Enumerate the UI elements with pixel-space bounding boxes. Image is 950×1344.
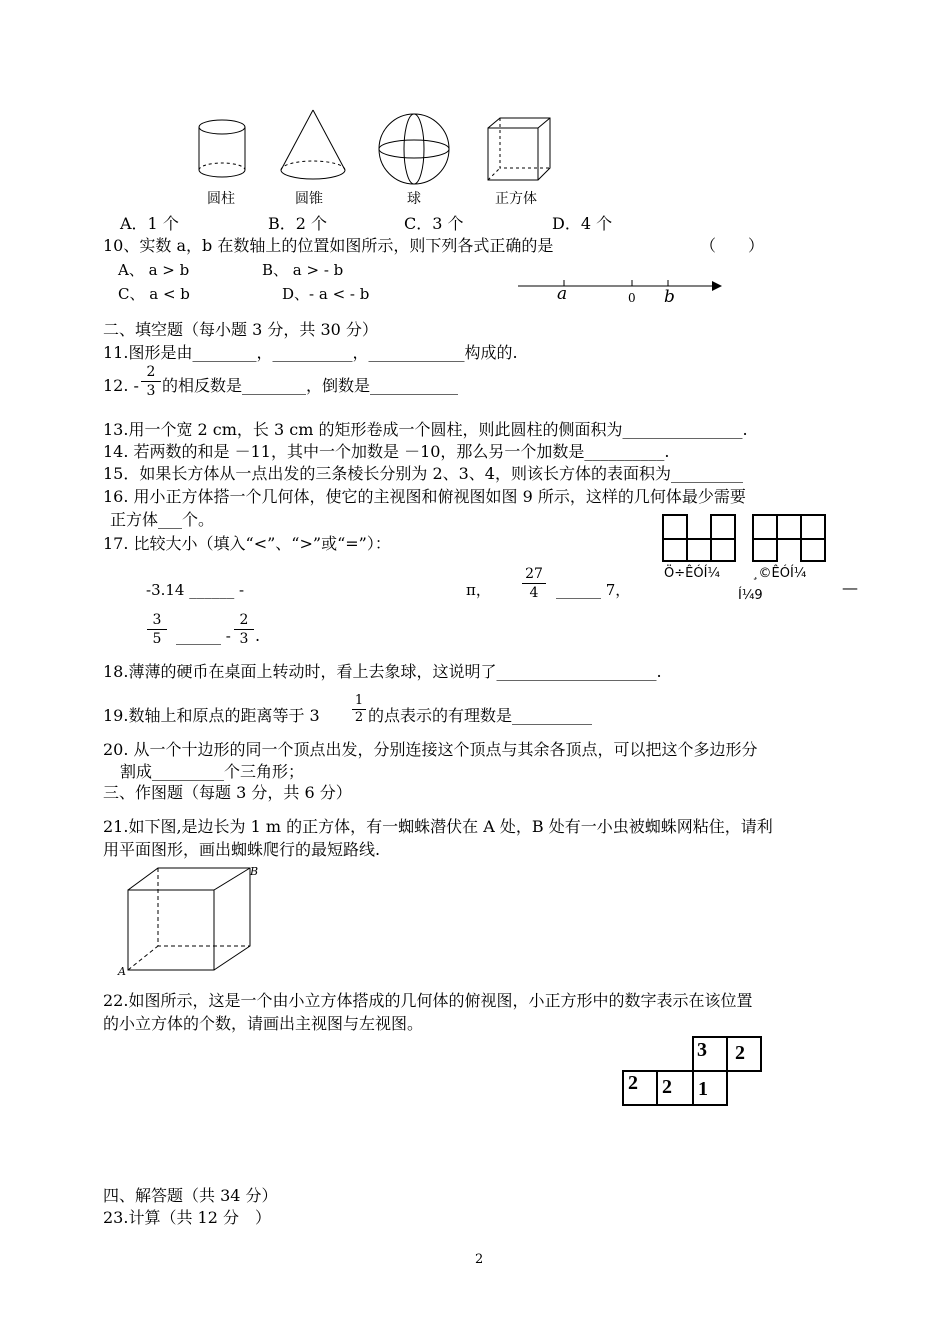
q17-fraction-1-numerator: 27: [525, 566, 543, 582]
section-3-heading: 三、作图题（每题 3 分，共 6 分）: [103, 783, 352, 802]
q17-end: .: [255, 626, 261, 645]
sphere-figure: [376, 111, 452, 187]
grid-count-r2c2: 2: [662, 1076, 672, 1098]
cylinder-figure: [196, 118, 248, 182]
grid-count-r2c3: 1: [698, 1078, 708, 1100]
q15: 15．如果长方体从一点出发的三条棱长分别为 2、3、4，则该长方体的表面积为_________: [103, 464, 743, 483]
q19-numerator: 1: [354, 693, 364, 708]
q17-part-a: -3.14 ______ -: [146, 581, 245, 599]
section-2-heading: 二、填空题（每小题 3 分，共 30 分）: [103, 320, 378, 339]
q20-line-2: 割成_________个三角形；: [120, 762, 305, 781]
q18: 18.薄薄的硬币在桌面上转动时，看上去象球，这说明了____________________.: [103, 662, 662, 681]
q17-fraction-2: [147, 612, 167, 647]
q17-dash: —: [842, 578, 858, 597]
axis-label-b: b: [664, 287, 675, 307]
q10-option-a: A、 a > b: [118, 261, 190, 279]
q17-mid: ______ 7，: [556, 581, 631, 599]
cube-caption: 正方体: [495, 191, 537, 207]
q12-numerator: 2: [146, 364, 156, 380]
q9-option-a: A．1 个: [120, 214, 179, 233]
q17-fraction-3-denominator: 3: [239, 631, 249, 647]
cone-caption: 圆锥: [295, 191, 323, 207]
q12-denominator: 3: [146, 383, 156, 399]
q10-option-d: D、- a < - b: [282, 285, 370, 303]
cone-figure: [278, 108, 348, 184]
q17-pi: π，: [466, 581, 491, 599]
number-line: [516, 278, 722, 292]
q17-fraction-3: [234, 612, 254, 647]
q21-line-2: 用平面图形，画出蜘蛛爬行的最短路线.: [103, 840, 381, 859]
q17-fraction-3-numerator: 2: [239, 612, 249, 628]
q17-fraction-1-denominator: 4: [529, 585, 539, 601]
grid-count-r1c4: 2: [735, 1042, 745, 1064]
page-number: 2: [475, 1252, 484, 1267]
q16-line-1: 16. 用小正方体搭一个几何体，使它的主视图和俯视图如图 9 所示，这样的几何体最少需要: [103, 487, 746, 506]
q19-prefix: 19.数轴上和原点的距离等于 3: [103, 706, 320, 725]
q17-fraction-2-denominator: 5: [152, 631, 162, 647]
q10-paren: （ ）: [700, 236, 765, 255]
q19-denominator: 2: [354, 710, 364, 725]
q10-option-c: C、 a < b: [118, 285, 190, 303]
q17-fraction-2-numerator: 3: [152, 612, 162, 628]
q12-suffix: 的相反数是________，倒数是___________: [162, 376, 459, 395]
q9-option-b: B．2 个: [268, 214, 328, 233]
q10-stem: 10、实数 a，b 在数轴上的位置如图所示，则下列各式正确的是: [103, 236, 554, 255]
q22-top-view-grid: [622, 1036, 762, 1106]
q17-fraction-1: [522, 566, 546, 601]
q17-stem: 17. 比较大小（填入“<”、“>”或“=”）：: [103, 534, 391, 553]
q16-caption-main-view: Ö÷ÊÓÍ¼: [664, 566, 721, 581]
cube-label-a: A: [118, 965, 126, 978]
cylinder-caption: 圆柱: [207, 191, 235, 207]
q9-option-c: C．3 个: [404, 214, 464, 233]
axis-label-zero: 0: [628, 291, 636, 305]
q21-line-1: 21.如下图,是边长为 1 m 的正方体，有一蜘蛛潜伏在 A 处，B 处有一小虫被蜘蛛网粘住，请利: [103, 817, 773, 836]
cube-figure: [486, 116, 554, 182]
q19-suffix: 的点表示的有理数是__________: [368, 706, 593, 725]
grid-count-r2c1: 2: [628, 1072, 638, 1094]
sphere-caption: 球: [407, 191, 421, 207]
q19-fraction: [352, 694, 366, 725]
q11: 11.图形是由________，__________，____________构成的.: [103, 343, 518, 362]
section-4-heading: 四、解答题（共 34 分）: [103, 1186, 278, 1205]
q14: 14. 若两数的和是 －11，其中一个加数是 －10，那么另一个加数是__________.: [103, 442, 670, 461]
q23: 23.计算（共 12 分 ）: [103, 1208, 271, 1227]
q13: 13.用一个宽 2 cm，长 3 cm 的矩形卷成一个圆柱，则此圆柱的侧面积为_______________.: [103, 420, 748, 439]
q16-caption-top-view: ¸©ÊÓÍ¼: [752, 566, 807, 581]
q16-main-view-grid: [662, 514, 738, 562]
q16-top-view-grid: [752, 514, 828, 562]
q17-mid-2: ______ -: [176, 627, 231, 645]
grid-count-r1c3: 3: [697, 1039, 707, 1061]
q20-line-1: 20. 从一个十边形的同一个顶点出发，分别连接这个顶点与其余各顶点，可以把这个多边形分: [103, 740, 758, 759]
q21-cube-figure: [118, 864, 264, 980]
q12-prefix: 12. -: [103, 376, 139, 395]
axis-label-a: a: [557, 284, 568, 304]
q16-caption-figure-9: Í¼9: [738, 588, 763, 603]
q16-line-2: 正方体___个。: [110, 510, 215, 529]
cube-label-b: B: [250, 865, 259, 878]
q22-line-1: 22.如图所示，这是一个由小立方体搭成的几何体的俯视图，小正方形中的数字表示在该位置: [103, 991, 753, 1010]
q22-line-2: 的小立方体的个数，请画出主视图与左视图。: [103, 1014, 424, 1033]
q12-fraction: [141, 364, 161, 399]
q10-option-b: B、 a > - b: [262, 261, 344, 279]
q9-option-d: D．4 个: [552, 214, 613, 233]
